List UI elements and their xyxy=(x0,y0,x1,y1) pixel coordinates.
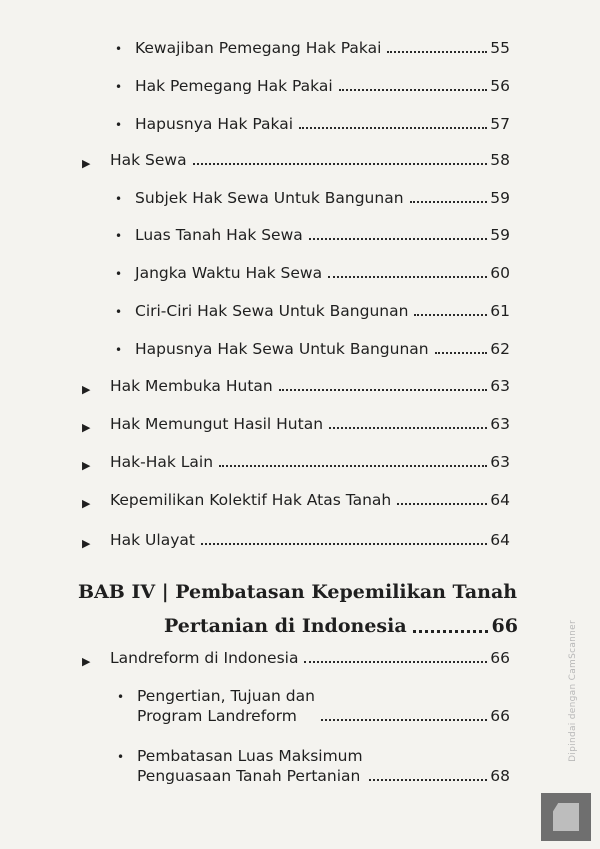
dot-leader xyxy=(309,237,487,240)
chapter-page: 66 xyxy=(491,615,518,637)
entry-title: Luas Tanah Hak Sewa xyxy=(135,226,303,244)
entry-page: 64 xyxy=(490,531,510,549)
dot-leader xyxy=(279,388,488,391)
toc-entry xyxy=(115,76,510,96)
entry-title: Hak Membuka Hutan xyxy=(110,377,273,395)
dot-leader xyxy=(369,778,488,781)
entry-title: Subjek Hak Sewa Untuk Bangunan xyxy=(135,189,404,207)
bullet-icon: • xyxy=(115,305,123,319)
entry-title-line2: Program Landreform xyxy=(137,707,297,725)
dot-leader xyxy=(304,660,487,663)
toc-entry xyxy=(82,648,510,668)
entry-title-block xyxy=(137,746,363,786)
toc-entry xyxy=(82,150,510,170)
entry-page: 66 xyxy=(490,707,510,725)
chapter-title-line1: BAB IV | Pembatasan Kepemilikan Tanah xyxy=(78,581,518,603)
dot-leader xyxy=(397,502,487,505)
entry-page: 59 xyxy=(490,189,510,207)
entry-page: 63 xyxy=(490,453,510,471)
bullet-icon: • xyxy=(115,42,123,56)
dot-leader xyxy=(413,629,488,633)
entry-page: 63 xyxy=(490,377,510,395)
toc-entry xyxy=(82,452,510,472)
bullet-icon: • xyxy=(115,343,123,357)
entry-page: 64 xyxy=(490,491,510,509)
entry-page: 59 xyxy=(490,226,510,244)
bullet-icon: • xyxy=(115,80,123,94)
toc-entry xyxy=(117,686,510,726)
entry-title-line2: Penguasaan Tanah Pertanian xyxy=(137,767,361,785)
toc-entry xyxy=(82,414,510,434)
triangle-right-icon: ▶ xyxy=(82,383,91,396)
dot-leader xyxy=(321,718,487,721)
toc-entry xyxy=(115,225,510,245)
entry-title-line1: Pengertian, Tujuan dan xyxy=(137,687,315,705)
dot-leader xyxy=(387,50,487,53)
entry-page: 57 xyxy=(490,115,510,133)
dot-leader xyxy=(328,275,487,278)
triangle-right-icon: ▶ xyxy=(82,537,91,550)
entry-page: 61 xyxy=(490,302,510,320)
entry-title-block xyxy=(137,686,315,726)
toc-entry xyxy=(115,301,510,321)
bullet-icon: • xyxy=(117,690,125,704)
bullet-icon: • xyxy=(115,118,123,132)
chapter-title-line2: Pertanian di Indonesia xyxy=(164,615,407,637)
dot-leader xyxy=(414,313,487,316)
dot-leader xyxy=(193,162,488,165)
camscanner-logo-icon xyxy=(541,793,591,841)
triangle-right-icon: ▶ xyxy=(82,497,91,510)
entry-page: 62 xyxy=(490,340,510,358)
toc-entry xyxy=(82,376,510,396)
dot-leader xyxy=(339,88,488,91)
bullet-icon: • xyxy=(115,192,123,206)
entry-title: Ciri-Ciri Hak Sewa Untuk Bangunan xyxy=(135,302,409,320)
entry-title: Kepemilikan Kolektif Hak Atas Tanah xyxy=(110,491,392,509)
entry-page: 60 xyxy=(490,264,510,282)
scanner-watermark: Dipindai dengan CamScanner xyxy=(568,620,578,762)
entry-page: 63 xyxy=(490,415,510,433)
toc-entry xyxy=(82,490,510,510)
entry-title: Landreform di Indonesia xyxy=(110,649,299,667)
toc-entry xyxy=(115,38,510,58)
dot-leader xyxy=(299,126,487,129)
entry-title: Jangka Waktu Hak Sewa xyxy=(135,264,323,282)
triangle-right-icon: ▶ xyxy=(82,157,91,170)
dot-leader xyxy=(329,426,487,429)
dot-leader xyxy=(410,200,488,203)
chapter-title-row xyxy=(78,612,518,640)
triangle-right-icon: ▶ xyxy=(82,655,91,668)
toc-entry xyxy=(115,339,510,359)
dot-leader xyxy=(435,351,488,354)
triangle-right-icon: ▶ xyxy=(82,459,91,472)
toc-entry xyxy=(115,263,510,283)
entry-page: 55 xyxy=(490,39,510,57)
toc-entry xyxy=(115,188,510,208)
entry-title: Hak Sewa xyxy=(110,151,187,169)
triangle-right-icon: ▶ xyxy=(82,421,91,434)
entry-page: 66 xyxy=(490,649,510,667)
dot-leader xyxy=(201,542,487,545)
entry-title: Hapusnya Hak Pakai xyxy=(135,115,294,133)
entry-title-line1: Pembatasan Luas Maksimum xyxy=(137,747,363,765)
bullet-icon: • xyxy=(115,267,123,281)
entry-title: Hak Pemegang Hak Pakai xyxy=(135,77,333,95)
entry-page: 56 xyxy=(490,77,510,95)
bullet-icon: • xyxy=(115,229,123,243)
entry-title: Hapusnya Hak Sewa Untuk Bangunan xyxy=(135,340,429,358)
bullet-icon: • xyxy=(117,750,125,764)
camscanner-glyph xyxy=(553,803,579,831)
entry-title: Hak-Hak Lain xyxy=(110,453,214,471)
toc-entry xyxy=(115,114,510,134)
entry-page: 68 xyxy=(490,767,510,785)
dot-leader xyxy=(219,464,487,467)
entry-title: Hak Ulayat xyxy=(110,531,195,549)
entry-title: Kewajiban Pemegang Hak Pakai xyxy=(135,39,382,57)
chapter-heading xyxy=(78,578,518,640)
entry-page: 58 xyxy=(490,151,510,169)
entry-title: Hak Memungut Hasil Hutan xyxy=(110,415,324,433)
toc-entry xyxy=(82,530,510,550)
toc-entry xyxy=(117,746,510,786)
